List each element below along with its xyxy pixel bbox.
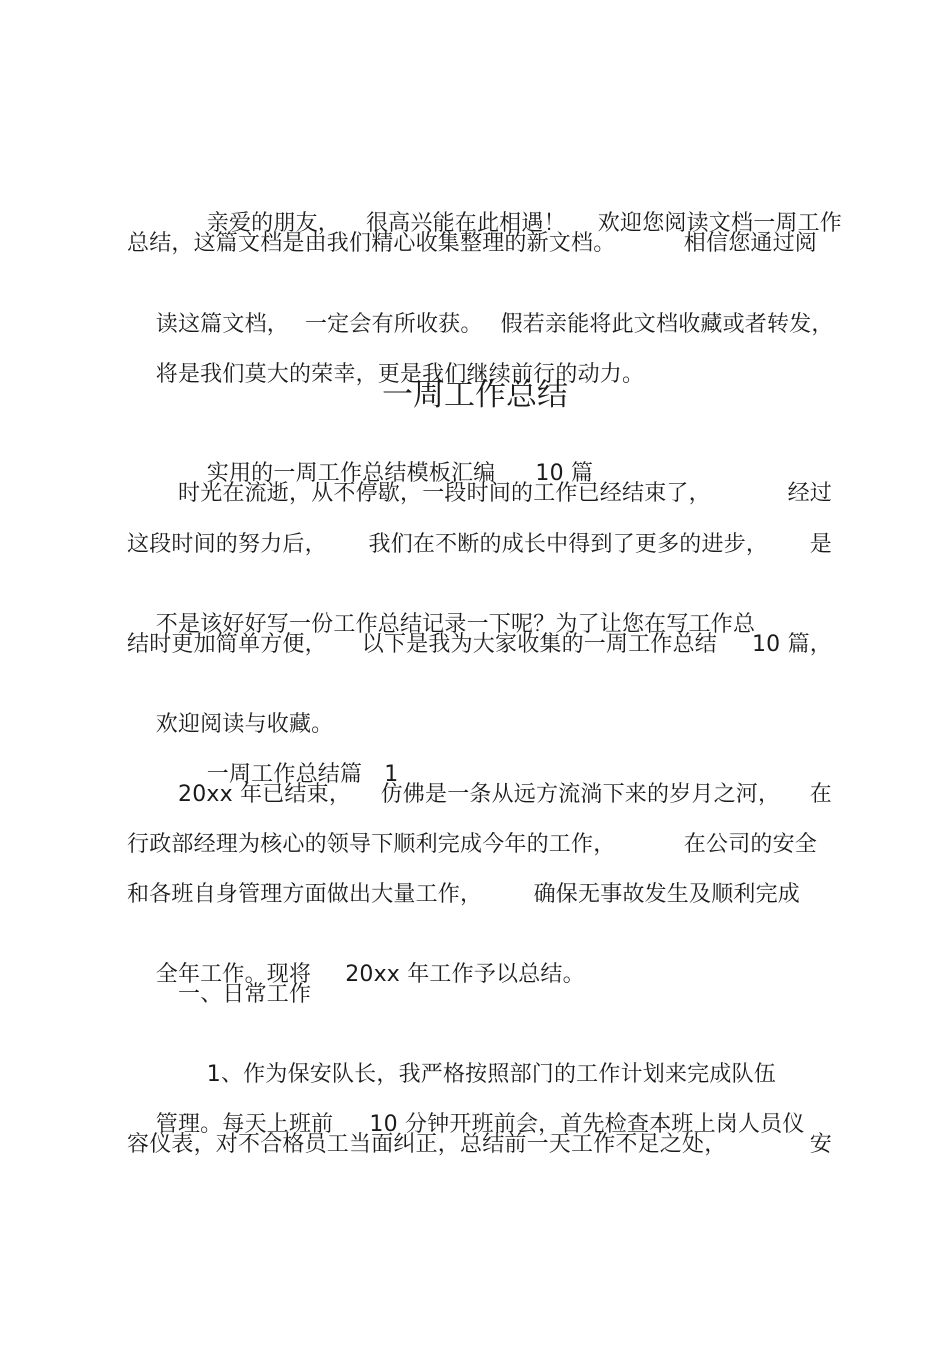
text-segment: 亲爱的朋友，: [206, 211, 340, 236]
text-segment: 和各班自身管理方面做出大量工作，: [127, 882, 483, 907]
text-segment: 不是该好好写一份工作总结记录一下呢？为了让您在写工作总: [155, 612, 756, 637]
intro-line-3: [127, 280, 834, 337]
text-segment: 我们在不断的成长中得到了更多的进步，: [368, 532, 769, 557]
text-segment: 容仪表，对不合格员工当面纠正，总结前一天工作不足之处，: [127, 1132, 727, 1157]
text-segment: 行政部经理为核心的领导下顺利完成今年的工作，: [127, 832, 616, 857]
text-segment: 欢迎您阅读文档一周工作: [597, 211, 842, 236]
text-segment: 结时更加简单方便，: [127, 632, 327, 657]
para3-line-3: [127, 1130, 832, 1160]
text-segment: 安: [809, 1132, 832, 1157]
text-segment: 10 篇: [535, 461, 594, 486]
para1-line-4: [127, 630, 832, 660]
text-segment: 1: [384, 762, 399, 787]
text-segment: 一定会有所收获。: [304, 312, 483, 337]
text-segment: 经过: [787, 481, 832, 506]
text-segment: 总结，这篇文档是由我们精心收集整理的新文档。: [127, 231, 616, 256]
text-segment: 仿佛是一条从远方流淌下来的岁月之河，: [380, 782, 781, 807]
intro-line-1: [178, 179, 842, 236]
text-segment: 时光在流逝，从不停歇，一段时间的工作已经结束了，: [178, 481, 711, 506]
text-segment: 是: [809, 532, 832, 557]
text-segment: 1、作为保安队长，我严格按照部门的工作计划来完成队伍: [206, 1062, 776, 1087]
text-segment: 读这篇文档，: [155, 312, 289, 337]
text-segment: 欢迎阅读与收藏。: [155, 712, 334, 737]
text-segment: 10 分钟开班前会，首先检查本班上岗人员仪: [369, 1112, 805, 1137]
text-segment: 20xx 年已结束，: [178, 782, 352, 807]
intro-line-2: [127, 229, 817, 259]
text-segment: 在公司的安全: [683, 832, 817, 857]
para2-line-1: [178, 780, 832, 810]
subtitle: [178, 429, 832, 486]
text-segment: 在: [809, 782, 832, 807]
text-segment: 一周工作总结篇: [206, 762, 363, 787]
para1-line-2: [127, 530, 832, 560]
intro-line-4: [127, 330, 832, 387]
text-segment: 假若亲能将此文档收藏或者转发，: [500, 312, 834, 337]
para3-line-1: [178, 1030, 832, 1087]
text-segment: 以下是我为大家收集的一周工作总结: [361, 632, 717, 657]
text-segment: 管理。每天上班前: [155, 1112, 334, 1137]
text-segment: 实用的一周工作总结模板汇编: [206, 461, 496, 486]
section-heading: [178, 730, 832, 787]
para2-line-2: [127, 830, 817, 860]
text-segment: 将是我们莫大的荣幸，更是我们继续前行的动力。: [155, 362, 645, 387]
para3-line-2: [127, 1080, 832, 1137]
text-segment: 10 篇，: [751, 632, 832, 657]
text-segment: 很高兴能在此相遇！: [365, 211, 566, 236]
document-title: 一周工作总结: [382, 377, 568, 413]
para1-line-1: [178, 479, 832, 509]
para2-line-4: [127, 930, 832, 987]
para1-line-3: [127, 580, 832, 637]
text-segment: 确保无事故发生及顺利完成: [533, 882, 800, 907]
text-segment: 全年工作。现将: [155, 962, 312, 987]
text-segment: 这段时间的努力后，: [127, 532, 327, 557]
para1-line-5: [127, 680, 832, 737]
para2-line-3: [127, 880, 800, 910]
text-segment: 20xx 年工作予以总结。: [345, 962, 585, 987]
heading-daily-work: 一、日常工作: [178, 982, 312, 1007]
text-segment: 相信您通过阅: [683, 231, 817, 256]
